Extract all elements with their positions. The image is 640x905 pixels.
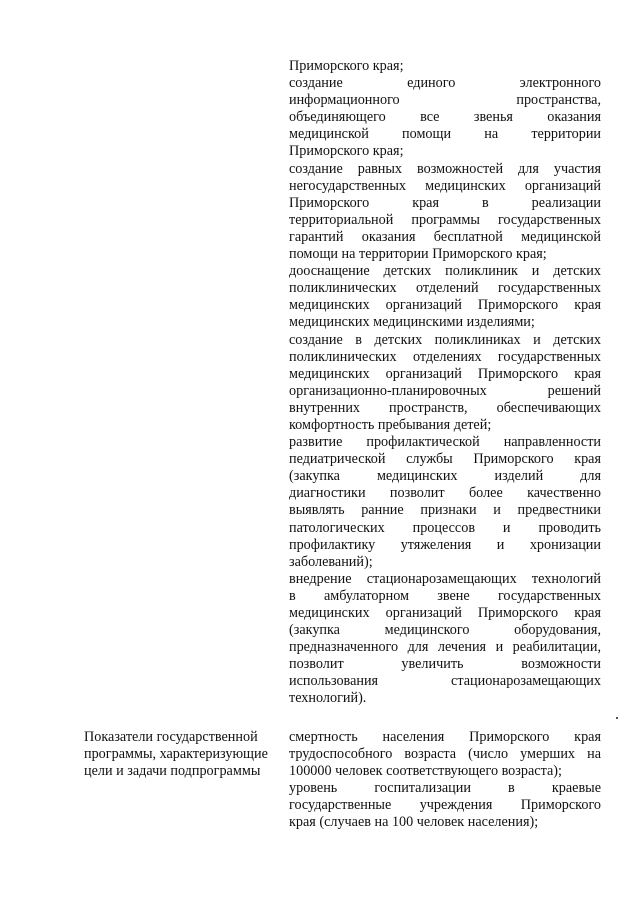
text-line: Приморского края; <box>289 58 404 74</box>
text-line: гарантий оказания бесплатной медицинской <box>289 228 601 245</box>
text-line: профилактику утяжеления и хронизации <box>289 536 601 553</box>
text-line: негосударственных медицинских организаций <box>289 177 601 194</box>
text-line: медицинских организаций Приморского края <box>289 605 601 621</box>
value-line: края (случаев на 100 человек населения); <box>289 814 539 831</box>
value-line: 100000 человек соответствующего возраста); <box>289 763 562 780</box>
text-line: дооснащение детских поликлиник и детских <box>289 263 601 280</box>
text-line: (закупка медицинских изделий для <box>289 468 601 485</box>
text-line: помощи на территории Приморского края; <box>289 246 547 263</box>
text-line: технологий). <box>289 690 367 707</box>
text-line: создание равных возможностей для участия <box>289 160 601 177</box>
text-line: в амбулаторном звене государственных <box>289 587 601 604</box>
text-line: внедрение стационарозамещающих технологий <box>289 570 601 587</box>
text-line: медицинской помощи на территории <box>289 126 601 143</box>
text-line: (закупка медицинского оборудования, <box>289 622 601 639</box>
text-line: поликлинических отделениях государственных <box>289 348 601 365</box>
text-line: патологических процессов и проводить <box>289 519 601 536</box>
indicators-label <box>84 729 284 780</box>
value-line: уровень госпитализации в краевые <box>289 780 601 797</box>
label-line: Показатели государственной <box>84 729 258 745</box>
text-line: Приморского края; <box>289 143 404 160</box>
value-line: трудоспособного возраста (число умерших на <box>289 746 601 763</box>
text-line: педиатрической службы Приморского края <box>289 451 601 468</box>
subprogram-tasks-text <box>289 58 601 708</box>
text-line: организационно-планировочных решений <box>289 382 601 399</box>
text-line: предназначенного для лечения и реабилитации, <box>289 639 601 656</box>
value-line: государственные учреждения Приморского <box>289 797 601 814</box>
text-line: позволит увеличить возможности <box>289 656 601 673</box>
text-line: поликлинических отделений государственных <box>289 280 601 297</box>
label-line: программы, характеризующие <box>84 746 268 763</box>
text-line: медицинских организаций Приморского края <box>289 365 601 382</box>
text-line: заболеваний); <box>289 553 373 570</box>
text-line: развитие профилактической направленности <box>289 434 601 451</box>
text-line: создание в детских поликлиниках и детских <box>289 331 601 348</box>
scan-speck <box>616 717 618 719</box>
text-line: медицинских организаций Приморского края <box>289 297 601 314</box>
text-line: использования стационарозамещающих <box>289 673 601 690</box>
text-line: внутренних пространств, обеспечивающих <box>289 399 601 416</box>
text-line: комфортность пребывания детей; <box>289 416 492 433</box>
text-line: медицинских медицинскими изделиями; <box>289 314 535 331</box>
text-line: выявлять ранние признаки и предвестники <box>289 502 601 519</box>
text-line: объединяющего все звенья оказания <box>289 109 601 126</box>
text-line: территориальной программы государственных <box>289 211 601 228</box>
text-line: создание единого электронного <box>289 75 601 92</box>
indicators-values <box>289 729 601 832</box>
text-line: Приморского края в реализации <box>289 194 601 211</box>
value-line: смертность населения Приморского края <box>289 729 601 745</box>
text-line: диагностики позволит более качественно <box>289 485 601 502</box>
text-line: информационного пространства, <box>289 92 601 109</box>
label-line: цели и задачи подпрограммы <box>84 763 261 780</box>
